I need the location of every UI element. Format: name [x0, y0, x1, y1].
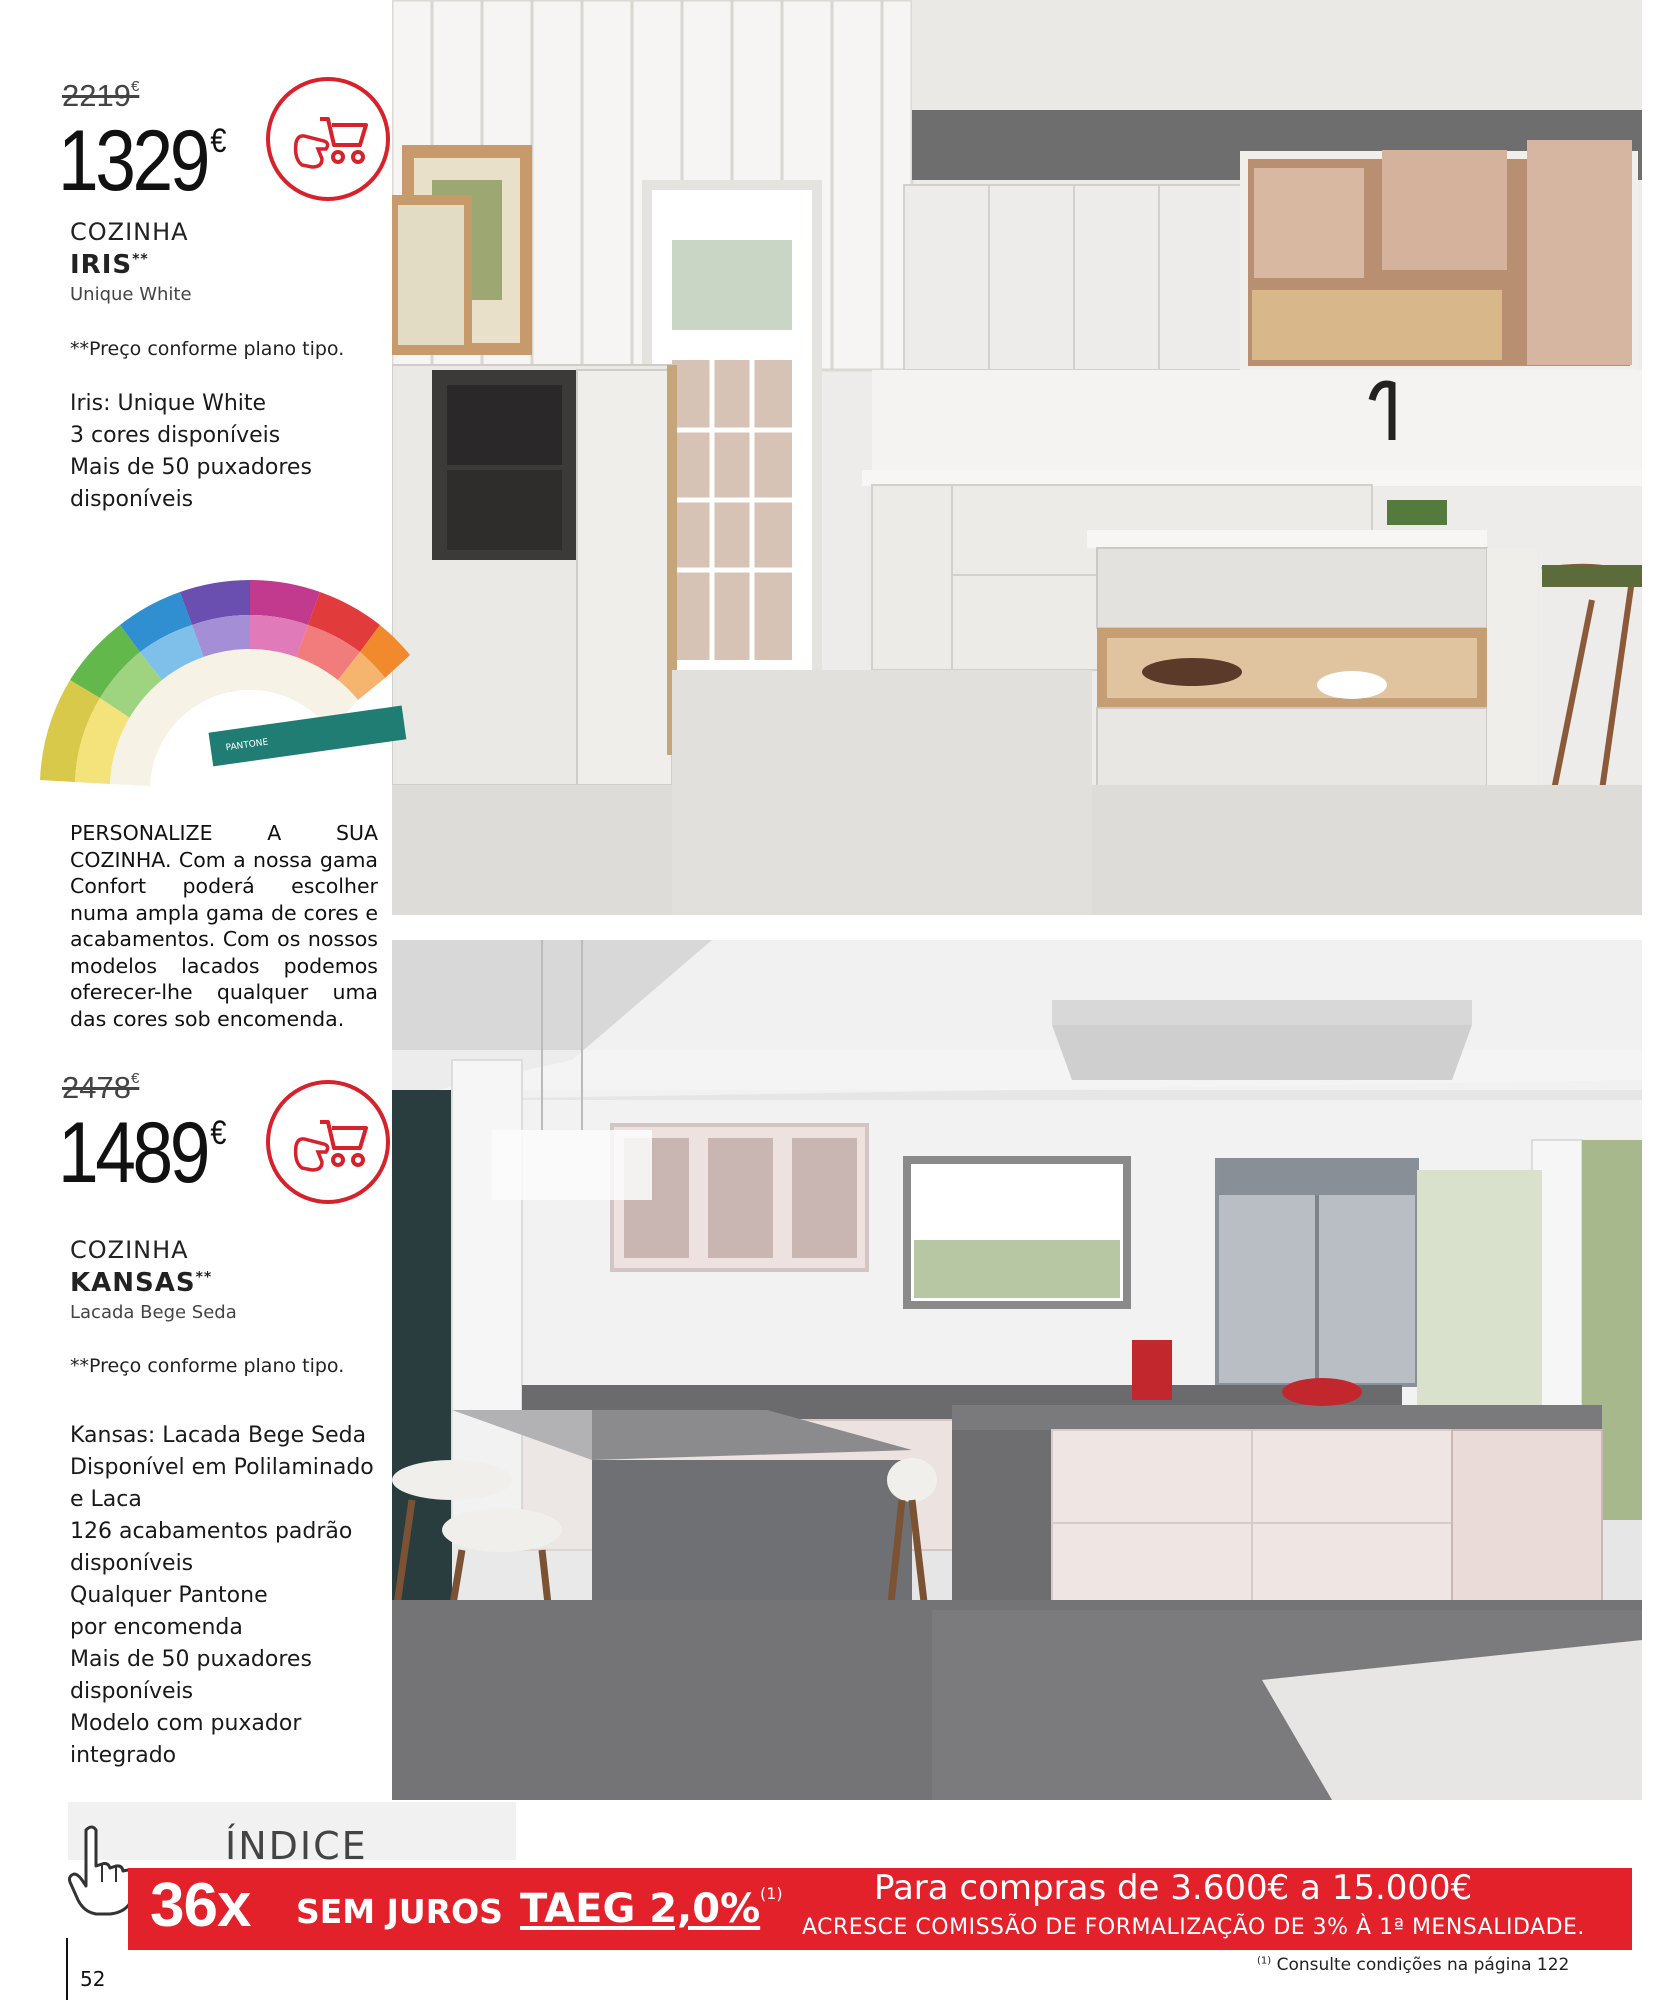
price-iris: 1329€: [58, 113, 227, 209]
spec-line: Kansas: Lacada Bege Seda: [70, 1423, 367, 1448]
price-kansas: 1489€: [58, 1105, 227, 1201]
spec-line: integrado: [70, 1743, 177, 1768]
model-name-kansas: KANSAS**: [70, 1268, 213, 1298]
taeg-footnote-ref: (1): [760, 1884, 783, 1903]
price-note-kansas: **Preço conforme plano tipo.: [70, 1355, 345, 1377]
spec-line: disponíveis: [70, 1551, 194, 1576]
personalize-body: Com a nossa gama Confort poderá escolher numa ampla gama de cores e acabamentos. Com os nossos modelos lacados podemos oferecer-lhe qualquer uma das cores sob encomenda.: [70, 847, 378, 1031]
index-link[interactable]: ÍNDICE: [225, 1824, 368, 1868]
spec-line: 3 cores disponíveis: [70, 423, 281, 448]
page-edge: [1642, 0, 1661, 1800]
shopping-cart-icon: [292, 109, 368, 173]
spec-line: 126 acabamentos padrão: [70, 1519, 353, 1544]
kitchen-iris-photo: [392, 0, 1642, 915]
spec-line: Mais de 50 puxadores: [70, 1647, 312, 1672]
specs-kansas: [70, 1420, 374, 1772]
purchase-range: Para compras de 3.600€ a 15.000€: [874, 1868, 1473, 1908]
spec-line: Modelo com puxador: [70, 1711, 302, 1736]
kitchen-kansas-photo: [392, 940, 1642, 1800]
spec-line: Iris: Unique White: [70, 391, 267, 416]
old-price-kansas: 2478€: [62, 1070, 140, 1105]
spec-line: disponíveis: [70, 1679, 194, 1704]
product-kind-iris: COZINHA: [70, 218, 189, 246]
add-to-cart-button-kansas[interactable]: [266, 1080, 390, 1204]
installments-count: 36x: [150, 1871, 251, 1940]
no-interest-label: SEM JUROS: [296, 1892, 503, 1931]
pantone-label: PANTONE: [225, 737, 269, 754]
personalize-text: [70, 820, 378, 1032]
spec-line: e Laca: [70, 1487, 142, 1512]
model-name-iris: IRIS**: [70, 250, 149, 280]
color-swatch-fan: [30, 570, 410, 800]
finish-kansas: Lacada Bege Seda: [70, 1302, 237, 1323]
spec-line: Qualquer Pantone: [70, 1583, 268, 1608]
financing-banner: [128, 1868, 1632, 1950]
price-note-iris: **Preço conforme plano tipo.: [70, 338, 345, 360]
product-kind-kansas: COZINHA: [70, 1236, 189, 1264]
shopping-cart-icon: [292, 1112, 368, 1176]
spec-line: Disponível em Polilaminado: [70, 1455, 374, 1480]
finish-iris: Unique White: [70, 284, 192, 305]
add-to-cart-button-iris[interactable]: [266, 77, 390, 201]
old-price-iris: 2219€: [62, 78, 140, 113]
footnote: $^{(1)}$ Consulte condições na página 122: [1257, 1955, 1570, 1975]
page-divider: [66, 1938, 68, 2000]
spec-line: Mais de 50 puxadores: [70, 455, 312, 480]
commission-note: ACRESCE COMISSÃO DE FORMALIZAÇÃO DE 3% À 1ª MENSALIDADE.: [802, 1915, 1585, 1940]
spec-line: disponíveis: [70, 487, 194, 512]
spec-line: por encomenda: [70, 1615, 243, 1640]
page-number: 52: [80, 1967, 106, 1991]
taeg-label: TAEG 2,0%: [520, 1886, 761, 1932]
specs-iris: [70, 388, 312, 516]
personalize-lead: PERSONALIZE A SUA COZINHA.: [70, 821, 378, 872]
